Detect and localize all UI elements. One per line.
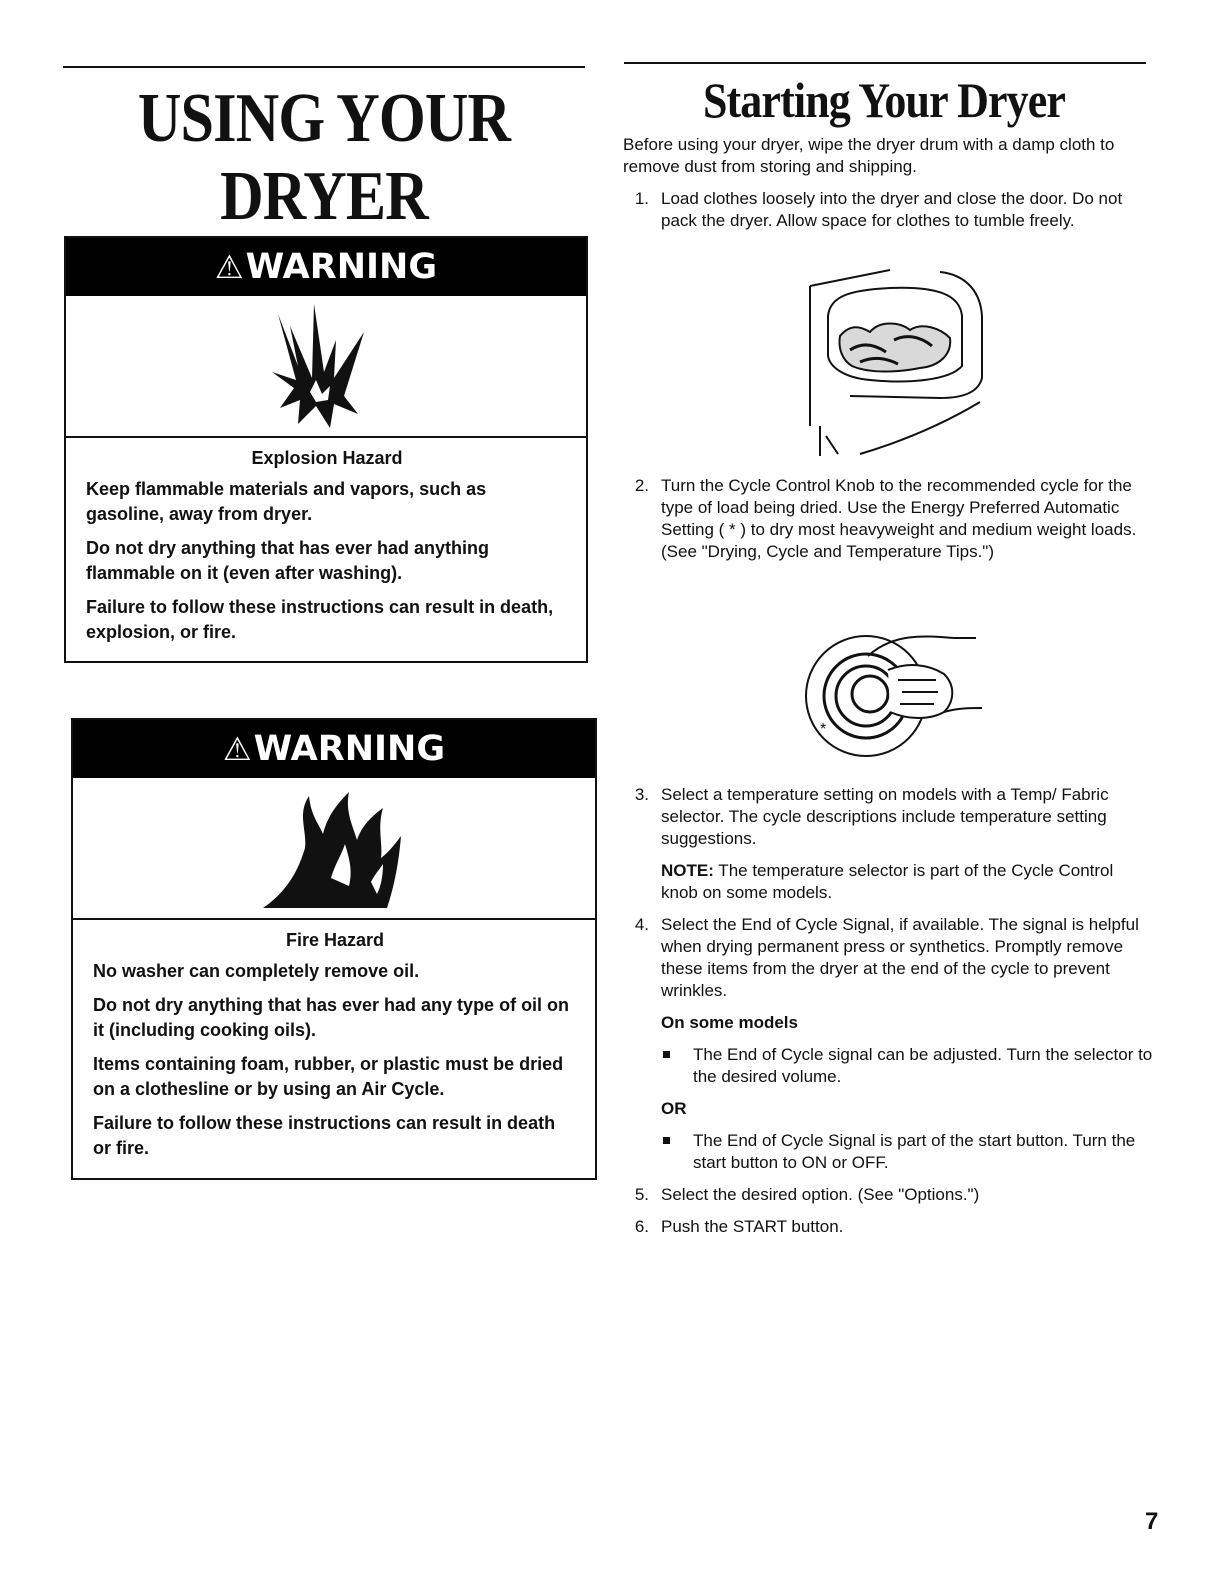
step-text: Select a temperature setting on models with a Temp/ Fabric selector. The cycle descriptions include temperature setting suggestions.: [661, 785, 1109, 848]
warning-paragraph: Keep flammable materials and vapors, such as gasoline, away from dryer.: [86, 479, 487, 524]
warning-paragraph: Do not dry anything that has ever had any type of oil on it (including cooking oils).: [93, 995, 570, 1040]
note: [623, 860, 1153, 904]
on-some-models: [623, 1012, 1153, 1034]
fire-warning-text: [73, 920, 595, 1161]
warning-triangle-icon: ⚠: [222, 730, 252, 768]
title-line-2: DRYER: [220, 158, 428, 235]
section-title: Starting Your Dryer: [702, 72, 1066, 128]
warning-label: WARNING: [253, 729, 446, 769]
page-number: 7: [1145, 1508, 1159, 1535]
bullet-item: [623, 1044, 1153, 1088]
step-number: 5.: [634, 1185, 649, 1204]
warning-paragraph: Failure to follow these instructions can result in death, explosion, or fire.: [86, 597, 554, 642]
step-number: 1.: [634, 189, 649, 208]
explosion-icon: [246, 296, 406, 436]
step-text: Select the End of Cycle Signal, if available. The signal is helpful when drying permanent press or synthetics. Promptly remove these items from the dryer at the end of the cycle to prevent wrinkles.: [661, 915, 1139, 1000]
fire-icon: [249, 778, 419, 918]
step-number: 4.: [634, 915, 649, 934]
bullet-text: The End of Cycle signal can be adjusted. Turn the selector to the desired volume.: [693, 1045, 1153, 1086]
cycle-knob-illustration: [798, 616, 988, 766]
step-text: Push the START button.: [661, 1217, 844, 1236]
warning-triangle-icon: ⚠: [214, 248, 244, 286]
warning-paragraph: No washer can completely remove oil.: [93, 961, 420, 981]
on-some-models-label: On some models: [661, 1013, 798, 1032]
warning-banner: [66, 238, 586, 296]
step-number: 3.: [634, 785, 649, 804]
step-2: [623, 475, 1153, 563]
step-text: Select the desired option. (See "Options."): [661, 1185, 980, 1204]
warning-banner: [73, 720, 595, 778]
step-2-block: [623, 475, 1153, 563]
step-4: [623, 914, 1153, 1002]
warning-paragraph: Failure to follow these instructions can result in death or fire.: [93, 1113, 556, 1158]
step-text: Turn the Cycle Control Knob to the recommended cycle for the type of load being dried. Use the Energy Preferred Automatic Setting ( * ) to dry most heavyweight and medium weight loads. (See "Drying, Cycle and Temperature Tips."): [661, 476, 1137, 561]
title-line-1: USING YOUR: [137, 80, 511, 157]
note-body: The temperature selector is part of the Cycle Control knob on some models.: [661, 861, 1114, 902]
step-number: 6.: [634, 1217, 649, 1236]
note-label: NOTE:: [661, 861, 714, 880]
step-3: [623, 784, 1153, 850]
fire-icon-area: [73, 778, 595, 920]
step-number: 2.: [634, 476, 649, 495]
dryer-drum-illustration: [790, 266, 990, 466]
hazard-title: Explosion Hazard: [251, 448, 403, 468]
intro-text: Before using your dryer, wipe the dryer drum with a damp cloth to remove dust from storing and shipping.: [623, 135, 1115, 176]
right-top-rule: [624, 62, 1146, 64]
bullet-square-icon: [663, 1051, 670, 1058]
bullet-item: [623, 1130, 1153, 1174]
steps-3-6-block: [623, 784, 1153, 1238]
svg-text:*: *: [820, 721, 827, 738]
intro-block: [623, 134, 1153, 232]
bullet-text: The End of Cycle Signal is part of the start button. Turn the start button to ON or OFF.: [693, 1131, 1136, 1172]
step-1: [623, 188, 1153, 232]
hazard-title: Fire Hazard: [285, 930, 385, 950]
step-text: Load clothes loosely into the dryer and close the door. Do not pack the dryer. Allow space for clothes to tumble freely.: [661, 189, 1123, 230]
step-5: [623, 1184, 1153, 1206]
or-separator: [623, 1098, 1153, 1120]
explosion-warning-box: [64, 236, 588, 663]
page-title: [100, 80, 547, 236]
or-label: OR: [661, 1099, 687, 1118]
note-text: [661, 860, 1153, 904]
explosion-icon-area: [66, 296, 586, 438]
fire-warning-box: [71, 718, 597, 1180]
warning-label: WARNING: [245, 247, 438, 287]
step-6: [623, 1216, 1153, 1238]
warning-paragraph: Items containing foam, rubber, or plastic must be dried on a clothesline or by using an Air Cycle.: [93, 1054, 564, 1099]
left-top-rule: [63, 66, 585, 68]
bullet-square-icon: [663, 1137, 670, 1144]
warning-paragraph: Do not dry anything that has ever had anything flammable on it (even after washing).: [86, 538, 490, 583]
explosion-warning-text: [66, 438, 586, 645]
